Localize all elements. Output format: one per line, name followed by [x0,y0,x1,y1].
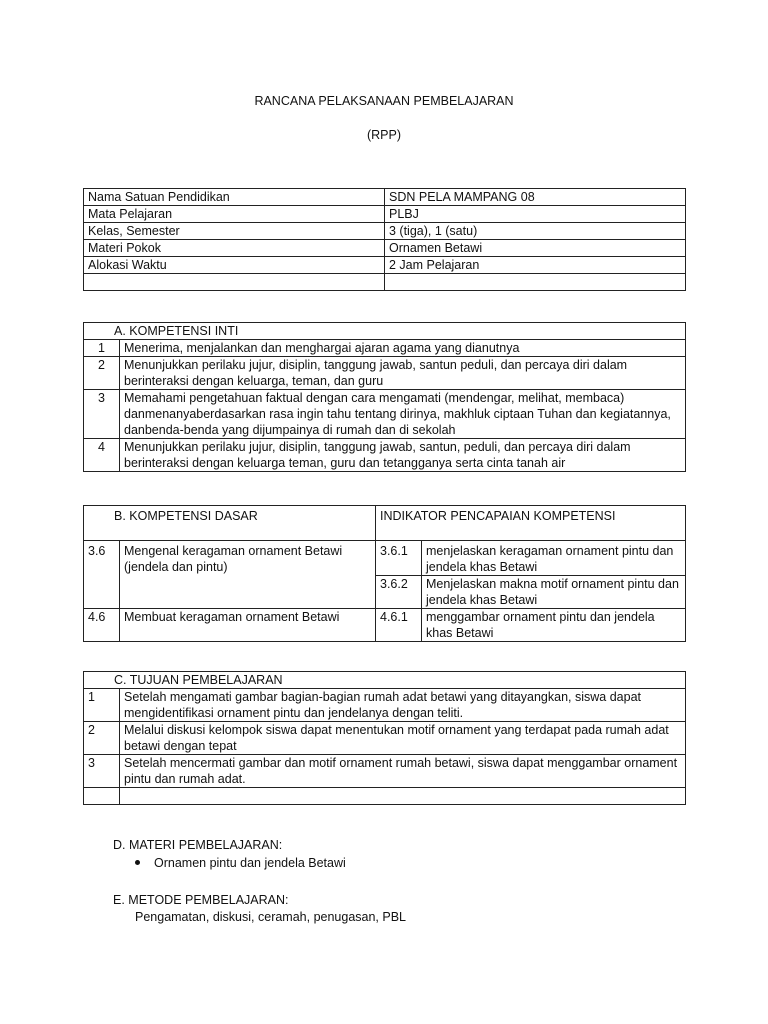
empty-cell [84,788,120,805]
table-row [84,340,686,357]
table-header-row [84,672,686,689]
empty-cell [385,274,686,291]
empty-cell [84,274,385,291]
empty-cell [120,788,686,805]
kd-number: 3.6 [84,541,120,609]
identity-value: SDN PELA MAMPANG 08 [385,189,686,206]
identity-value: 2 Jam Pelajaran [385,257,686,274]
indikator-text: Menjelaskan makna motif ornament pintu dan jendela khas Betawi [422,576,686,609]
table-row [84,189,686,206]
row-number: 2 [84,722,120,755]
kd-text: Mengenal keragaman ornament Betawi (jendela dan pintu) [120,541,376,609]
table-row-empty [84,788,686,805]
row-number: 4 [84,439,120,472]
indikator-number: 3.6.1 [376,541,422,576]
row-text: Menunjukkan perilaku jujur, disiplin, tanggung jawab, santun peduli, dan percaya diri dalam berinteraksi dengan keluarga, teman, dan guru [120,357,686,390]
table-row [84,257,686,274]
row-text: Memahami pengetahuan faktual dengan cara mengamati (mendengar, melihat, membaca) danmenanyaberdasarkan rasa ingin tahu tentang dirinya, makhluk ciptaan Tuhan dan kegiatannya, danbenda-benda yang dijumpainya di rumah dan di sekolah [120,390,686,439]
table-row [84,357,686,390]
table-row [84,689,686,722]
kompetensi-inti-heading: A. KOMPETENSI INTI [84,323,686,340]
identity-table [83,188,686,291]
identity-label: Materi Pokok [84,240,385,257]
table-header-row [84,323,686,340]
identity-value: PLBJ [385,206,686,223]
metode-heading: E. METODE PEMBELAJARAN: [113,893,289,907]
identity-label: Nama Satuan Pendidikan [84,189,385,206]
row-text: Menerima, menjalankan dan menghargai ajaran agama yang dianutnya [120,340,686,357]
table-row [84,439,686,472]
row-text: Melalui diskusi kelompok siswa dapat menentukan motif ornament yang terdapat pada rumah adat betawi dengan tepat [120,722,686,755]
materi-item-text: Ornamen pintu dan jendela Betawi [154,856,346,870]
materi-list-item [135,856,346,870]
identity-label: Kelas, Semester [84,223,385,240]
document-title: RANCANA PELAKSANAAN PEMBELAJARAN [254,94,514,108]
table-row [84,223,686,240]
bullet-icon [135,860,140,865]
identity-label: Mata Pelajaran [84,206,385,223]
table-header-row [84,506,686,541]
document-subtitle: (RPP) [366,128,402,142]
row-number: 1 [84,340,120,357]
kompetensi-dasar-heading: B. KOMPETENSI DASAR [84,506,376,541]
row-number: 2 [84,357,120,390]
kompetensi-dasar-table [83,505,686,642]
row-number: 3 [84,755,120,788]
row-text: Setelah mengamati gambar bagian-bagian rumah adat betawi yang ditayangkan, siswa dapat mengidentifikasi ornament pintu dan jendelanya dengan teliti. [120,689,686,722]
indikator-heading: INDIKATOR PENCAPAIAN KOMPETENSI [376,506,686,541]
kompetensi-inti-table [83,322,686,472]
table-row [84,390,686,439]
table-row [84,541,686,576]
materi-heading: D. MATERI PEMBELAJARAN: [113,838,283,852]
table-row [84,609,686,642]
table-row-empty [84,274,686,291]
tujuan-table [83,671,686,805]
row-number: 3 [84,390,120,439]
metode-text: Pengamatan, diskusi, ceramah, penugasan, PBL [135,910,407,924]
identity-value: 3 (tiga), 1 (satu) [385,223,686,240]
table-row [84,240,686,257]
tujuan-heading: C. TUJUAN PEMBELAJARAN [84,672,686,689]
table-row [84,722,686,755]
table-row [84,206,686,223]
indikator-number: 3.6.2 [376,576,422,609]
kd-text: Membuat keragaman ornament Betawi [120,609,376,642]
row-text: Menunjukkan perilaku jujur, disiplin, tanggung jawab, santun, peduli, dan percaya diri dalam berinteraksi dengan keluarga teman, guru dan tetangganya serta cinta tanah air [120,439,686,472]
kd-number: 4.6 [84,609,120,642]
row-text: Setelah mencermati gambar dan motif ornament rumah betawi, siswa dapat menggambar ornament pintu dan rumah adat. [120,755,686,788]
indikator-number: 4.6.1 [376,609,422,642]
identity-label: Alokasi Waktu [84,257,385,274]
indikator-text: menjelaskan keragaman ornament pintu dan jendela khas Betawi [422,541,686,576]
indikator-text: menggambar ornament pintu dan jendela khas Betawi [422,609,686,642]
identity-value: Ornamen Betawi [385,240,686,257]
table-row [84,755,686,788]
row-number: 1 [84,689,120,722]
